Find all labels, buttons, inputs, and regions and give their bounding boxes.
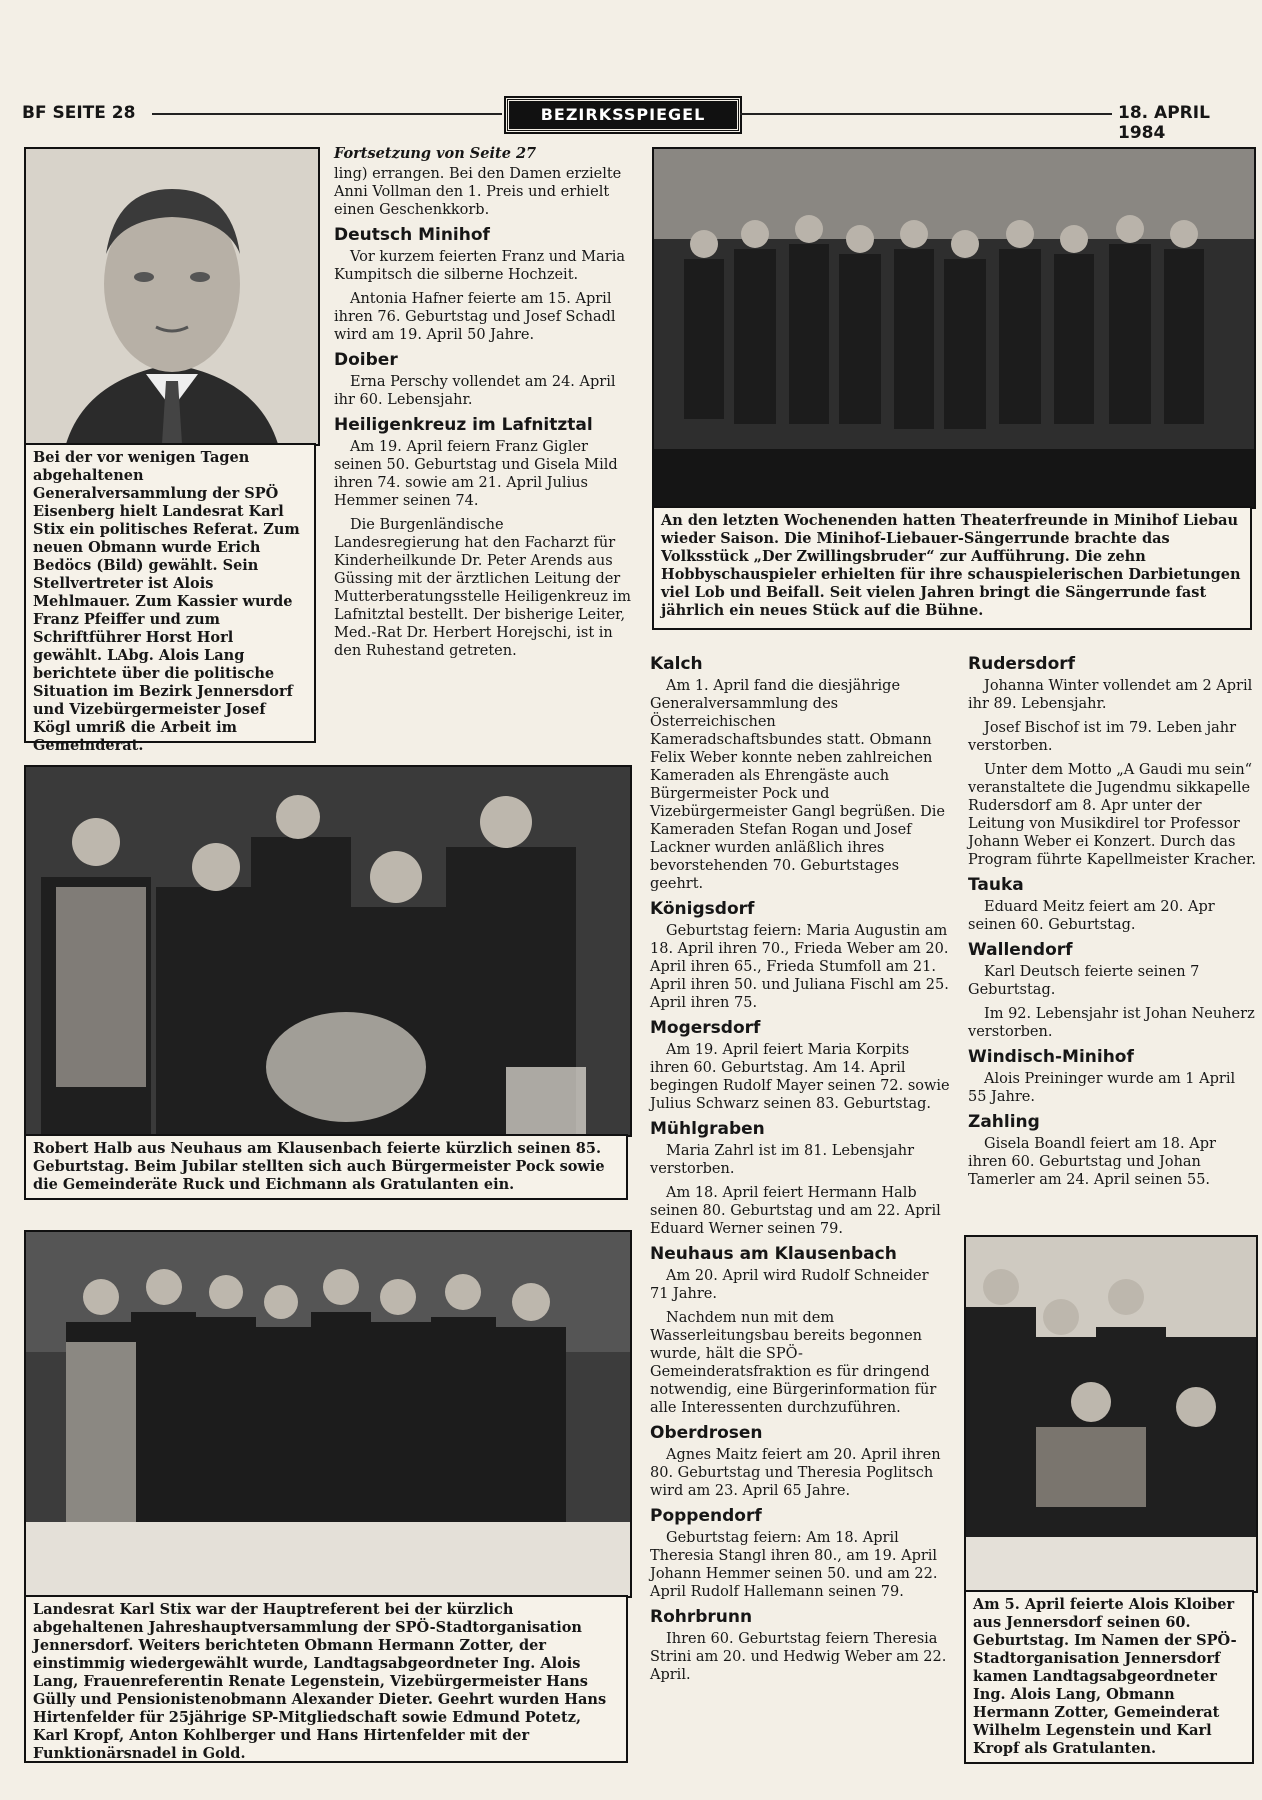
heading-koenigsdorf: Königsdorf	[650, 899, 755, 919]
article-text: Geburtstag feiern: Maria Augustin am 18. April ihren 70., Frieda Weber am 20. April ihren 65., Frieda Stumfoll am 21. April ihren 50. und Juliana Fischl am 25. April ihren 75.	[650, 923, 949, 1011]
article-text: Karl Deutsch feierte seinen 7 Geburtstag.	[968, 964, 1200, 998]
heading-heiligenkreuz: Heiligenkreuz im Lafnitztal	[334, 415, 593, 435]
birthday-caption: Robert Halb aus Neuhaus am Klausenbach feierte kürzlich seinen 85. Geburtstag. Beim Jubilar stellten sich auch Bürgermeister Pock sowie die Gemeinderäte Ruck und Eichmann als Gratulanten ein.	[24, 1134, 628, 1200]
article-text: Nachdem nun mit dem Wasserleitungsbau bereits begonnen wurde, hält die SPÖ-Gemeinderatsfraktion es für dringend notwendig, eine Bürgerinformation für alle Interessenten durchzuführen.	[650, 1310, 937, 1416]
heading-doiber: Doiber	[334, 350, 398, 370]
heading-deutsch-minihof: Deutsch Minihof	[334, 225, 490, 245]
meeting-caption: Landesrat Karl Stix war der Hauptreferent bei der kürzlich abgehaltenen Jahreshauptversammlung der SPÖ-Stadtorganisation Jennersdorf. Weiters berichteten Obmann Hermann Zotter, der einstimmig wiedergewählt wurde, Landtagsabgeordneter Ing. Alois Lang, Frauenreferentin Renate Legenstein, Vizebürgermeister Hans Gülly und Pensionistenobmann Alexander Dieter. Geehrt wurden Hans Hirtenfelder für 25jährige SP-Mitgliedschaft sowie Edmund Potetz, Karl Kropf, Anton Kohlberger und Hans Hirtenfelder mit der Funktionärsnadel in Gold.	[24, 1595, 628, 1763]
header-rule-right	[740, 113, 1112, 115]
article-text: Erna Perschy vollendet am 24. April ihr 60. Lebensjahr.	[334, 374, 616, 408]
article-text: Ihren 60. Geburtstag feiern Theresia Strini am 20. und Hedwig Weber am 22. April.	[650, 1631, 947, 1683]
article-text: Vor kurzem feierten Franz und Maria Kumpitsch die silberne Hochzeit.	[334, 249, 625, 283]
article-text: Johanna Winter vollendet am 2 April ihr 89. Lebensjahr.	[968, 678, 1253, 712]
meeting-photo	[24, 1230, 632, 1598]
kloiber-photo	[964, 1235, 1258, 1593]
heading-mogersdorf: Mogersdorf	[650, 1018, 761, 1038]
section-banner: BEZIRKSSPIEGEL	[506, 98, 740, 132]
article-text: Am 20. April wird Rudolf Schneider 71 Jahre.	[650, 1268, 929, 1302]
heading-kalch: Kalch	[650, 654, 703, 674]
column-c	[968, 648, 1256, 1195]
article-text: Antonia Hafner feierte am 15. April ihren 76. Geburtstag und Josef Schadl wird am 19. April 50 Jahre.	[334, 291, 616, 343]
heading-wallendorf: Wallendorf	[968, 940, 1073, 960]
article-text: Maria Zahrl ist im 81. Lebensjahr verstorben.	[650, 1143, 914, 1177]
heading-poppendorf: Poppendorf	[650, 1506, 762, 1526]
page-number: BF SEITE 28	[22, 103, 136, 123]
article-text: Im 92. Lebensjahr ist Johan Neuherz verstorben.	[968, 1006, 1255, 1040]
portrait-photo	[24, 147, 320, 446]
article-text: Josef Bischof ist im 79. Leben jahr verstorben.	[968, 720, 1237, 754]
article-text: Die Burgenländische Landesregierung hat den Facharzt für Kinderheilkunde Dr. Peter Arends aus Güssing mit der ärztlichen Leitung der Mutterberatungsstelle Heiligenkreuz im Lafnitztal bestellt. Der bisherige Leiter, Med.-Rat Dr. Herbert Horejschi, ist in den Ruhestand getreten.	[334, 517, 631, 659]
article-text: Unter dem Motto „A Gaudi mu sein“ veranstaltete die Jugendmu sikkapelle Rudersdorf am 8. Apr unter der Leitung von Musikdirel tor Professor Johann Weber ei Konzert. Durch das Program führte Kapellmeister Kracher.	[968, 762, 1256, 868]
article-text: Eduard Meitz feiert am 20. Apr seinen 60. Geburtstag.	[968, 899, 1215, 933]
heading-muehlgraben: Mühlgraben	[650, 1119, 765, 1139]
kloiber-caption: Am 5. April feierte Alois Kloiber aus Jennersdorf seinen 60. Geburtstag. Im Namen der SPÖ-Stadtorganisation Jennersdorf kamen Landtagsabgeordneter Ing. Alois Lang, Obmann Hermann Zotter, Gemeinderat Wilhelm Legenstein und Karl Kropf als Gratulanten.	[964, 1590, 1254, 1764]
article-text: Gisela Boandl feiert am 18. Apr ihren 60. Geburtstag und Johan Tamerler am 24. April seinen 55.	[968, 1136, 1216, 1188]
heading-tauka: Tauka	[968, 875, 1024, 895]
portrait-caption: Bei der vor wenigen Tagen abgehaltenen Generalversammlung der SPÖ Eisenberg hielt Landesrat Karl Stix ein politisches Referat. Zum neuen Obmann wurde Erich Bedöcs (Bild) gewählt. Sein Stellvertreter ist Alois Mehlmauer. Zum Kassier wurde Franz Pfeiffer und zum Schriftführer Horst Horl gewählt. LAbg. Alois Lang berichtete über die politische Situation im Bezirk Jennersdorf und Vizebürgermeister Josef Kögl umriß die Arbeit im Gemeinderat.	[24, 443, 316, 743]
article-text: Am 1. April fand die diesjährige Generalversammlung des Österreichischen Kameradschaftsbundes statt. Obmann Felix Weber konnte neben zahlreichen Kameraden als Ehrengäste auch Bürgermeister Pock und Vizebürgermeister Gangl begrüßen. Die Kameraden Stefan Rogan und Josef Lackner wurden anläßlich ihres bevorstehenden 70. Geburtstages geehrt.	[650, 678, 945, 892]
heading-neuhaus: Neuhaus am Klausenbach	[650, 1244, 897, 1264]
article-text: Agnes Maitz feiert am 20. April ihren 80. Geburtstag und Theresia Poglitsch wird am 23. April 65 Jahre.	[650, 1447, 941, 1499]
article-text: Am 19. April feiert Maria Korpits ihren 60. Geburtstag. Am 14. April begingen Rudolf Mayer seinen 72. sowie Julius Schwarz seinen 83. Geburtstag.	[650, 1042, 950, 1112]
birthday-photo	[24, 765, 632, 1137]
theater-caption: An den letzten Wochenenden hatten Theaterfreunde in Minihof Liebau wieder Saison. Die Minihof-Liebauer-Sängerrunde brachte das Volksstück „Der Zwillingsbruder“ zur Aufführung. Die zehn Hobbyschauspieler erhielten für ihre schauspielerischen Darbietungen viel Lob und Beifall. Seit vielen Jahren bringt die Sängerrunde fast jährlich ein neues Stück auf die Bühne.	[652, 506, 1252, 630]
article-text: Am 19. April feiern Franz Gigler seinen 50. Geburtstag und Gisela Mild ihren 74. sowie am 21. April Julius Hemmer seinen 74.	[334, 439, 618, 509]
heading-oberdrosen: Oberdrosen	[650, 1423, 763, 1443]
column-a	[334, 145, 634, 666]
continuation-note: Fortsetzung von Seite 27	[334, 145, 537, 162]
heading-rohrbrunn: Rohrbrunn	[650, 1607, 753, 1627]
heading-zahling: Zahling	[968, 1112, 1040, 1132]
heading-windisch-minihof: Windisch-Minihof	[968, 1047, 1134, 1067]
theater-photo	[652, 147, 1256, 509]
header-rule-left	[152, 113, 502, 115]
article-text: Am 18. April feiert Hermann Halb seinen 80. Geburtstag und am 22. April Eduard Werner seinen 79.	[650, 1185, 941, 1237]
heading-rudersdorf: Rudersdorf	[968, 654, 1076, 674]
article-text: Alois Preininger wurde am 1 April 55 Jahre.	[968, 1071, 1236, 1105]
column-b	[650, 648, 950, 1690]
article-text: ling) errangen. Bei den Damen erzielte Anni Vollman den 1. Preis und erhielt einen Geschenkkorb.	[334, 166, 622, 218]
article-text: Geburtstag feiern: Am 18. April Theresia Stangl ihren 80., am 19. April Johann Hemmer seinen 50. und am 22. April Rudolf Hallemann seinen 79.	[650, 1530, 938, 1600]
issue-date: 18. APRIL 1984	[1118, 103, 1210, 143]
